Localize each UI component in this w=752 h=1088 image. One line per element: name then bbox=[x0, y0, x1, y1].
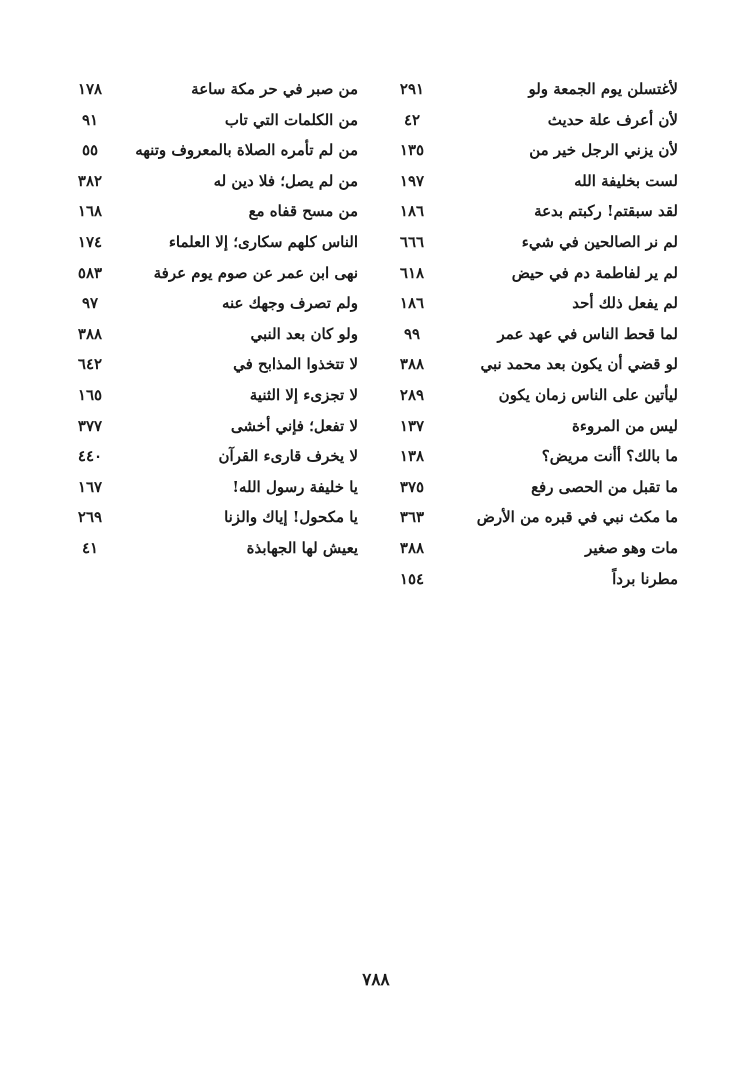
index-entry-page: ٦٦٦ bbox=[399, 232, 425, 251]
index-entry bbox=[70, 504, 358, 535]
index-entry-text: لا تجزىء إلا الثنية bbox=[249, 385, 358, 404]
index-entry-text: مطرنا برداً bbox=[612, 569, 678, 588]
index-entry-page: ٦١٨ bbox=[399, 263, 425, 282]
index-entry bbox=[70, 351, 358, 382]
index-entry-text: الناس كلهم سكارى؛ إلا العلماء bbox=[168, 232, 358, 251]
index-entry-text: ليس من المروءة bbox=[572, 416, 678, 435]
index-entry bbox=[392, 137, 678, 168]
index-entry-page: ٣٨٨ bbox=[399, 538, 425, 557]
index-entry-text: لما قحط الناس في عهد عمر bbox=[497, 324, 678, 343]
index-entry-text: لأن يزني الرجل خير من bbox=[529, 141, 678, 160]
index-entry-text: من لم يصل؛ فلا دين له bbox=[213, 171, 358, 190]
index-entry-text: ما بالك؟ أأنت مريض؟ bbox=[541, 447, 678, 466]
index-entry bbox=[70, 290, 358, 321]
index-entry-text: ولم تصرف وجهك عنه bbox=[221, 294, 358, 313]
index-entry bbox=[70, 321, 358, 352]
index-column-right bbox=[392, 76, 678, 596]
index-entry-text: لا تتخذوا المذابح في bbox=[233, 355, 358, 374]
index-entry bbox=[70, 107, 358, 138]
index-entry-text: لا يخرف قارىء القرآن bbox=[218, 447, 358, 466]
index-entry-text: من مسح قفاه مع bbox=[248, 202, 358, 221]
index-entry-text: من صبر في حر مكة ساعة bbox=[191, 80, 358, 98]
index-entry-page: ٢٨٩ bbox=[399, 385, 425, 404]
index-entry bbox=[70, 474, 358, 505]
index-entry bbox=[392, 168, 678, 199]
page-number: ٧٨٨ bbox=[362, 970, 390, 990]
index-entry-page: ٣٨٨ bbox=[399, 355, 425, 374]
index-entry bbox=[392, 107, 678, 138]
index-entry-page: ٣٧٧ bbox=[77, 416, 103, 435]
index-entry-text: يعيش لها الجهابذة bbox=[246, 538, 358, 557]
index-entry-text: لم يفعل ذلك أحد bbox=[572, 294, 678, 313]
index-entry-page: ٩١ bbox=[81, 110, 99, 129]
index-entry bbox=[392, 290, 678, 321]
index-entry-text: لا تفعل؛ فإني أخشى bbox=[230, 416, 358, 435]
index-entry-page: ٥٥ bbox=[81, 141, 99, 160]
index-entry bbox=[392, 198, 678, 229]
index-entry-text: لم ير لفاطمة دم في حيض bbox=[511, 263, 678, 282]
index-entry-text: لو قضي أن يكون بعد محمد نبي bbox=[480, 355, 678, 374]
index-entry-page: ٢٦٩ bbox=[77, 508, 103, 527]
index-entry bbox=[70, 413, 358, 444]
index-entry bbox=[70, 443, 358, 474]
index-entry bbox=[392, 76, 678, 107]
index-entry-page: ١٧٤ bbox=[77, 232, 103, 251]
index-entry-page: ٩٧ bbox=[81, 294, 99, 313]
index-entry bbox=[392, 443, 678, 474]
index-entry bbox=[70, 198, 358, 229]
index-entry-text: ليأتين على الناس زمان يكون bbox=[498, 385, 678, 404]
index-entry bbox=[70, 137, 358, 168]
index-entry bbox=[392, 260, 678, 291]
index-entry bbox=[392, 566, 678, 597]
index-entry bbox=[392, 535, 678, 566]
index-entry-page: ٤١ bbox=[81, 538, 99, 557]
index-entry-text: لست بخليفة الله bbox=[574, 171, 678, 190]
index-entry-page: ٣٨٨ bbox=[77, 324, 103, 343]
index-entry-page: ٦٤٢ bbox=[77, 355, 103, 374]
index-entry-text: لأن أعرف علة حديث bbox=[547, 110, 678, 129]
index-entry bbox=[392, 321, 678, 352]
index-entry-page: ١٧٨ bbox=[77, 80, 103, 98]
index-entry-page: ١٥٤ bbox=[399, 569, 425, 588]
index-entry-text: من لم تأمره الصلاة بالمعروف وتنهه bbox=[135, 141, 358, 160]
index-entry bbox=[392, 504, 678, 535]
index-entry-text: يا مكحول! إياك والزنا bbox=[224, 508, 358, 527]
index-entry-page: ٢٩١ bbox=[399, 80, 425, 98]
index-entry bbox=[70, 535, 358, 566]
index-entry-page: ٣٦٣ bbox=[399, 508, 425, 527]
index-entry bbox=[392, 229, 678, 260]
index-entry-page: ١٩٧ bbox=[399, 171, 425, 190]
index-entry-page: ٣٧٥ bbox=[399, 477, 425, 496]
index-entry-page: ٥٨٣ bbox=[77, 263, 103, 282]
index-entry bbox=[392, 351, 678, 382]
index-entry bbox=[70, 382, 358, 413]
index-column-left bbox=[70, 76, 358, 566]
index-entry-text: لقد سبقتم! ركبتم بدعة bbox=[534, 202, 678, 221]
index-entry bbox=[70, 260, 358, 291]
index-entry-page: ١٦٨ bbox=[77, 202, 103, 221]
index-entry-page: ١٣٨ bbox=[399, 447, 425, 466]
index-entry-text: مات وهو صغير bbox=[585, 538, 678, 557]
index-entry-page: ١٣٧ bbox=[399, 416, 425, 435]
index-entry bbox=[392, 413, 678, 444]
index-entry bbox=[392, 382, 678, 413]
index-entry bbox=[392, 474, 678, 505]
index-entry-text: لم نر الصالحين في شيء bbox=[521, 232, 678, 251]
index-entry-page: ٤٢ bbox=[403, 110, 421, 129]
index-entry-text: يا خليفة رسول الله! bbox=[232, 477, 358, 496]
index-entry bbox=[70, 229, 358, 260]
index-entry-page: ٤٤٠ bbox=[77, 447, 103, 466]
index-entry-page: ١٣٥ bbox=[399, 141, 425, 160]
index-entry-text: نهى ابن عمر عن صوم يوم عرفة bbox=[153, 263, 358, 282]
index-entry-text: من الكلمات التي تاب bbox=[224, 110, 358, 129]
index-entry-page: ١٨٦ bbox=[399, 202, 425, 221]
index-entry bbox=[70, 76, 358, 107]
index-entry-text: ما مكث نبي في قبره من الأرض bbox=[476, 508, 678, 527]
index-entry-text: لأغتسلن يوم الجمعة ولو bbox=[528, 80, 678, 98]
index-entry-text: ولو كان بعد النبي bbox=[250, 324, 358, 343]
index-entry bbox=[70, 168, 358, 199]
index-entry-page: ١٦٥ bbox=[77, 385, 103, 404]
index-entry-page: ٩٩ bbox=[403, 324, 421, 343]
index-entry-text: ما تقبل من الحصى رفع bbox=[531, 477, 678, 496]
index-entry-page: ٣٨٢ bbox=[77, 171, 103, 190]
index-entry-page: ١٦٧ bbox=[77, 477, 103, 496]
index-entry-page: ١٨٦ bbox=[399, 294, 425, 313]
